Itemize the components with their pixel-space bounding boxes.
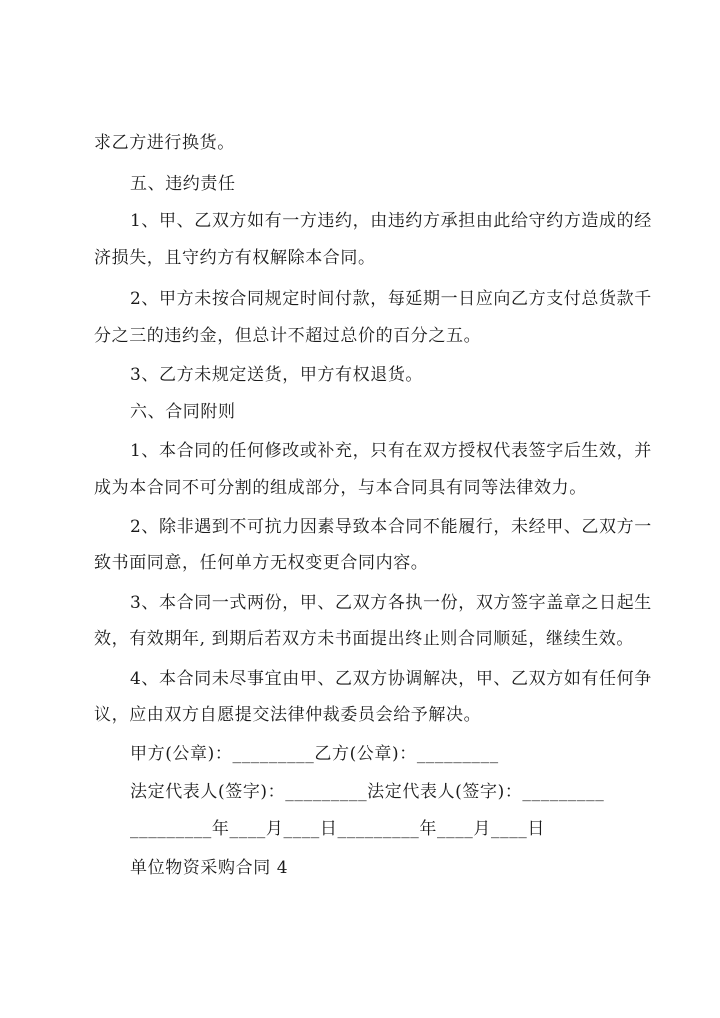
text-line: 分之三的违约金，但总计不超过总价的百分之五。 bbox=[94, 326, 482, 346]
signature-line-representatives: 法定代表人(签字)：_________法定代表人(签字)：_________ bbox=[130, 782, 605, 802]
text-line: 1、甲、乙双方如有一方违约，由违约方承担由此给守约方造成的经 bbox=[130, 211, 652, 231]
text-line: 效，有效期年, 到期后若双方未书面提出终止则合同顺延，继续生效。 bbox=[94, 629, 635, 649]
text-line: 济损失，且守约方有权解除本合同。 bbox=[94, 248, 376, 268]
text-line: 2、甲方未按合同规定时间付款，每延期一日应向乙方支付总货款千 bbox=[130, 289, 652, 309]
section-heading: 六、合同附则 bbox=[130, 402, 236, 422]
text-line: 2、除非遇到不可抗力因素导致本合同不能履行，未经甲、乙双方一 bbox=[130, 517, 652, 537]
text-line: 致书面同意，任何单方无权变更合同内容。 bbox=[94, 553, 429, 573]
text-line: 1、本合同的任何修改或补充，只有在双方授权代表签字后生效，并 bbox=[130, 441, 652, 461]
text-line: 成为本合同不可分割的组成部分，与本合同具有同等法律效力。 bbox=[94, 478, 587, 498]
text-line: 4、本合同未尽事宜由甲、乙双方协调解决，甲、乙双方如有任何争 bbox=[130, 669, 652, 689]
text-line: 求乙方进行换货。 bbox=[94, 133, 235, 153]
signature-line-parties: 甲方(公章)：_________乙方(公章)：_________ bbox=[130, 744, 499, 764]
text-line: 3、乙方未规定送货，甲方有权退货。 bbox=[130, 365, 424, 385]
signature-line-dates: _________年____月____日_________年____月____日 bbox=[130, 819, 545, 839]
document-title: 单位物资采购合同 4 bbox=[130, 858, 289, 878]
section-heading: 五、违约责任 bbox=[130, 174, 236, 194]
text-line: 3、本合同一式两份，甲、乙双方各执一份，双方签字盖章之日起生 bbox=[130, 593, 652, 613]
text-line: 议，应由双方自愿提交法律仲裁委员会给予解决。 bbox=[94, 705, 482, 725]
